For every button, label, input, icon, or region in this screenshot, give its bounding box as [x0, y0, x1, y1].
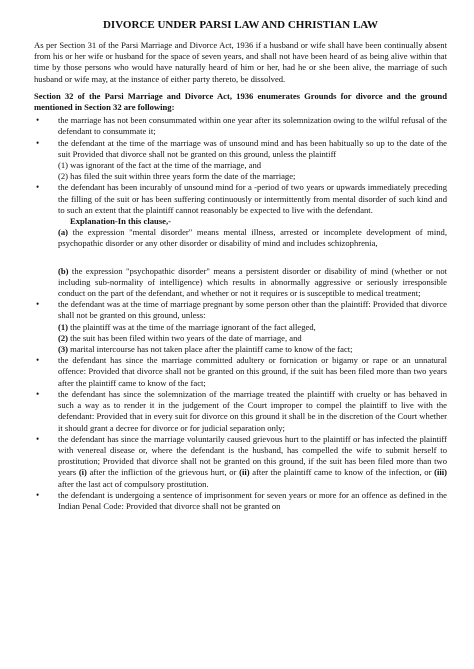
- list-item: [34, 490, 447, 512]
- ground-text: the defendant has since the marriage committed adultery or fornication or bigamy or rape or an unnatural offence: Provided that divorce shall not be granted on this ground, if the suit has been filed more than two years after the plaintiff came to know of the fact;: [58, 355, 447, 388]
- clause-text: marital intercourse has not taken place after the plaintiff came to know of the fact;: [68, 344, 353, 355]
- condition-1: (1) was ignorant of the fact at the time of the marriage, and: [58, 160, 262, 171]
- clause-label: (iii): [434, 467, 448, 478]
- ground-text: the defendant has since the solemnization of the marriage treated the plaintiff with cruelty or has behaved in such a way as to render it in the judgement of the Court improper to compel the plaintiff to live with the defendant: Provided that in every suit for divorce on this ground it shall be in the discretion of the Court whether it should grant a decree for divorce or for judicial separation only;: [58, 388, 447, 433]
- bullet-icon: •: [36, 489, 40, 500]
- bullet-icon: •: [36, 137, 40, 148]
- condition-1: [58, 322, 447, 333]
- clause-label: (i): [78, 467, 87, 478]
- bullet-icon: •: [36, 182, 40, 193]
- section-heading: Section 32 of the Parsi Marriage and Divorce Act, 1936 enumerates Grounds for divorce and the ground mentioned in Section 32 are following:: [34, 90, 447, 113]
- clause-label: (3): [58, 344, 69, 355]
- ground-text: the marriage has not been consummated within one year after its solemnization owing to the wilful refusal of the defendant to consummate it;: [58, 115, 447, 137]
- explanation-a: [58, 227, 447, 249]
- clause-label: (b): [58, 265, 69, 276]
- list-item: [34, 299, 447, 355]
- clause-text: the suit has been filed within two years of the date of marriage, and: [68, 332, 302, 343]
- bullet-icon: •: [36, 299, 40, 310]
- clause-label: (ii): [239, 467, 250, 478]
- page-title: DIVORCE UNDER PARSI LAW AND CHRISTIAN LAW: [102, 19, 379, 31]
- clause-text: the expression "psychopathic disorder" means a persistent disorder or disability of mind (whether or not including sub-normality of intelligence) which results in abnormally aggressive or seriously irresponsible conduct on the part of the defendant, and whether or not it requires or is susceptible to medical treatment;: [58, 265, 447, 299]
- bullet-icon: •: [36, 388, 40, 399]
- explanation-b: [58, 266, 447, 300]
- bullet-icon: •: [36, 433, 40, 444]
- list-item: [34, 434, 447, 490]
- ground-text: the defendant was at the time of marriage pregnant by some person other than the plaintiff: Provided that divorce shall not be granted on this ground, unless:: [58, 299, 447, 321]
- ground-text: the defendant has since the marriage voluntarily caused grievous hurt to the plaintiff or has infected the plaintiff with venereal disease or, where the defendant is the husband, has compelled the wife to submit herself to prostitution; Provided that divorce shall not be granted on this ground, if the suit has been filed more than two years: [58, 433, 447, 478]
- clause-text: the expression "mental disorder" means mental illness, arrested or incomplete development of mind, psychopathic disorder or any other disorder or disability of mind and includes schizophrenia,: [58, 227, 447, 249]
- clause-text: after the infliction of the grievous hurt, or: [86, 467, 240, 478]
- clause-text: the plaintiff was at the time of the marriage ignorant of the fact alleged,: [68, 321, 316, 332]
- grounds-list: [34, 115, 447, 512]
- list-item: [34, 182, 447, 299]
- list-item: [34, 115, 447, 137]
- list-item: [34, 355, 447, 389]
- clause-label: (1): [58, 321, 69, 332]
- list-item: [34, 389, 447, 434]
- condition-3: [58, 344, 447, 355]
- condition-2: (2) has filed the suit within three years form the date of the marriage;: [58, 171, 296, 182]
- clause-text: after the plaintiff came to know of the infection, or: [249, 467, 435, 478]
- spacer: [58, 250, 447, 266]
- ground-text: the defendant has been incurably of unsound mind for a -period of two years or upwards immediately preceding the filling of the suit or has been suffering continuously or intermittently from mental disorder of such kind and to such an extent that the plaintiff cannot reasonably be expected to live with the defendant.: [58, 182, 447, 215]
- list-item: [34, 138, 447, 183]
- ground-text: the defendant at the time of the marriage was of unsound mind and has been habitually so up to the date of the suit Provided that divorce shall not be granted on this ground, unless the plaintiff: [58, 137, 447, 159]
- condition-2: [58, 333, 447, 344]
- ground-text: the defendant is undergoing a sentence of imprisonment for seven years or more for an offence as defined in the Indian Penal Code: Provided that divorce shall not be granted on: [58, 489, 447, 511]
- bullet-icon: •: [36, 115, 40, 126]
- intro-paragraph: As per Section 31 of the Parsi Marriage and Divorce Act, 1936 if a husband or wife shall have been continually absent from his or her wife or husband for the space of seven years, and shall not have been heard of as being alive within that time by those persons who would have naturally heard of him or her, had he or she been alive, the marriage of such husband or wife may, at the instance of either party thereto, be dissolved.: [34, 40, 447, 84]
- clause-label: (a): [58, 227, 69, 238]
- clause-label: (2): [58, 332, 69, 343]
- explanation-heading: Explanation-In this clause,-: [70, 216, 171, 227]
- clause-text: after the last act of compulsory prostitution.: [58, 478, 209, 489]
- bullet-icon: •: [36, 355, 40, 366]
